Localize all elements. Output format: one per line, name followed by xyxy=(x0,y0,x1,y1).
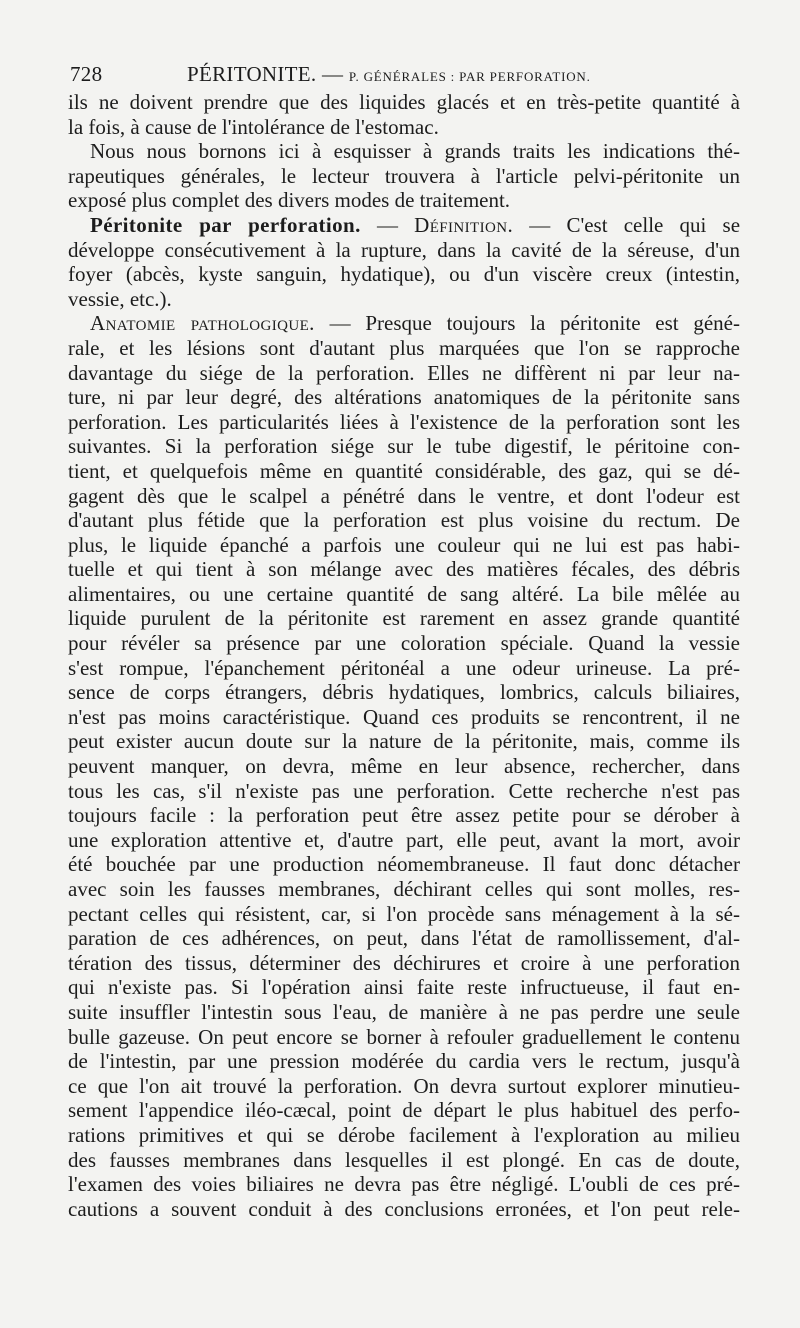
text-line: une exploration attentive et, d'autre part, elle peut, avant la mort, avoir xyxy=(68,827,740,852)
definition-label: Définition. xyxy=(414,212,514,237)
text-line: s'est rompue, l'épanchement péritonéal a une odeur urineuse. La pré- xyxy=(68,655,740,680)
book-page xyxy=(68,58,740,1221)
paragraph-continuation xyxy=(68,90,740,139)
text-line: ce que l'on ait trouvé la perforation. On devra surtout explorer minutieu- xyxy=(68,1073,740,1098)
text-line: sence de corps étrangers, débris hydatiques, lombrics, calculs biliaires, xyxy=(68,680,740,705)
text-fragment: Presque toujours la péritonite est géné- xyxy=(365,311,740,336)
paragraph-treatment xyxy=(68,139,740,213)
text-line: l'examen des voies biliaires ne devra pas être négligé. L'oubli de ces pré- xyxy=(68,1172,740,1197)
section-heading: Péritonite par perforation. xyxy=(90,212,361,237)
text-line: pectant celles qui résistent, car, si l'on procède sans ménagement à la sé- xyxy=(68,901,740,926)
paragraph-anatomy xyxy=(68,311,740,1221)
text-line: bulle gazeuse. On peut encore se borner à refouler graduellement le contenu xyxy=(68,1024,740,1049)
text-line: tient, et quelquefois même en quantité considérable, des gaz, qui se dé- xyxy=(68,458,740,483)
text-line: suite insuffler l'intestin sous l'eau, de manière à ne pas perdre une seule xyxy=(68,999,740,1024)
text-line: davantage du siége de la perforation. Elles ne diffèrent ni par leur na- xyxy=(68,360,740,385)
text-line: cautions a souvent conduit à des conclusions erronées, et l'on peut rele- xyxy=(68,1196,740,1221)
text-line: des fausses membranes dans lesquelles il est plongé. En cas de doute, xyxy=(68,1147,740,1172)
text-line: paration de ces adhérences, on peut, dans l'état de ramollissement, d'al- xyxy=(68,926,740,951)
text-line: ture, ni par leur degré, des altérations anatomiques de la péritonite sans xyxy=(68,385,740,410)
running-title xyxy=(187,62,591,87)
running-title-main: PÉRITONITE. xyxy=(187,62,317,86)
text-line: sement l'appendice iléo-cæcal, point de départ le plus habituel des perfo- xyxy=(68,1098,740,1123)
text-line: n'est pas moins caractéristique. Quand ces produits se rencontrent, il ne xyxy=(68,704,740,729)
text-line: plus, le liquide épanché a parfois une couleur qui ne lui est pas habi- xyxy=(68,532,740,557)
text-line: rale, et les lésions sont d'autant plus marquées que l'on se rapproche xyxy=(68,335,740,360)
separator: — xyxy=(360,212,415,237)
text-line: Nous nous bornons ici à esquisser à grands traits les indications thé- xyxy=(90,139,740,164)
text-line xyxy=(68,311,740,336)
text-line: la fois, à cause de l'intolérance de l'estomac. xyxy=(68,114,439,139)
paragraph-definition xyxy=(68,213,740,311)
page-number: 728 xyxy=(70,62,103,86)
separator: — xyxy=(513,212,567,237)
running-title-dash: — xyxy=(316,62,349,86)
text-line xyxy=(68,213,740,238)
anatomy-label: Anatomie pathologique. xyxy=(90,311,315,336)
text-line: peuvent manquer, on devra, même en leur absence, rechercher, dans xyxy=(68,754,740,779)
text-line: alimentaires, ou une certaine quantité de sang altéré. La bile mêlée au xyxy=(68,581,740,606)
running-title-subtitle: P. GÉNÉRALES : PAR PERFORATION. xyxy=(348,69,591,84)
text-line: pour révéler sa présence par une coloration spéciale. Quand la vessie xyxy=(68,631,740,656)
text-line: avec soin les fausses membranes, déchirant celles qui sont molles, res- xyxy=(68,877,740,901)
text-line: tous les cas, s'il n'existe pas une perforation. Cette recherche n'est pas xyxy=(68,778,740,803)
text-line: foyer (abcès, kyste sanguin, hydatique), ou d'un viscère creux (intestin, xyxy=(68,262,740,287)
text-line: perforation. Les particularités liées à l'existence de la perforation sont les xyxy=(68,409,740,434)
text-line: rations primitives et qui se dérobe facilement à l'exploration au milieu xyxy=(68,1122,740,1147)
text-line: tuelle et qui tient à son mélange avec des matières fécales, des débris xyxy=(68,557,740,582)
text-line: liquide purulent de la péritonite est rarement en assez grande quantité xyxy=(68,606,740,631)
text-line: peut exister aucun doute sur la nature de la péritonite, mais, comme ils xyxy=(68,729,740,754)
text-line: été bouchée par une production néomembraneuse. Il faut donc détacher xyxy=(68,852,740,877)
text-line: qui n'existe pas. Si l'opération ainsi faite reste infructueuse, il faut en- xyxy=(68,975,740,1000)
text-line: rapeutiques générales, le lecteur trouvera à l'article pelvi-péritonite un xyxy=(68,163,740,188)
text-line: suivantes. Si la perforation siége sur le tube digestif, le péritoine con- xyxy=(68,434,740,459)
text-line: exposé plus complet des divers modes de traitement. xyxy=(68,188,511,213)
text-line: tération des tissus, déterminer des déchirures et croire à une perforation xyxy=(68,950,740,975)
body-text xyxy=(68,90,740,1221)
separator: — xyxy=(314,311,366,336)
text-line: développe consécutivement à la rupture, dans la cavité de la séreuse, d'un xyxy=(68,237,740,262)
text-line: ils ne doivent prendre que des liquides glacés et en très-petite quantité à xyxy=(68,90,740,114)
text-line: gagent dès que le scalpel a pénétré dans le ventre, et dont l'odeur est xyxy=(68,483,740,508)
text-line: toujours facile : la perforation peut être assez petite pour se dérober à xyxy=(68,803,740,828)
text-line: d'autant plus fétide que la perforation est plus voisine du rectum. De xyxy=(68,508,740,533)
text-line: vessie, etc.). xyxy=(68,286,172,311)
text-fragment: C'est celle qui se xyxy=(566,212,740,237)
running-head xyxy=(68,58,740,90)
text-line: de l'intestin, par une pression modérée du cardia vers le rectum, jusqu'à xyxy=(68,1049,740,1074)
